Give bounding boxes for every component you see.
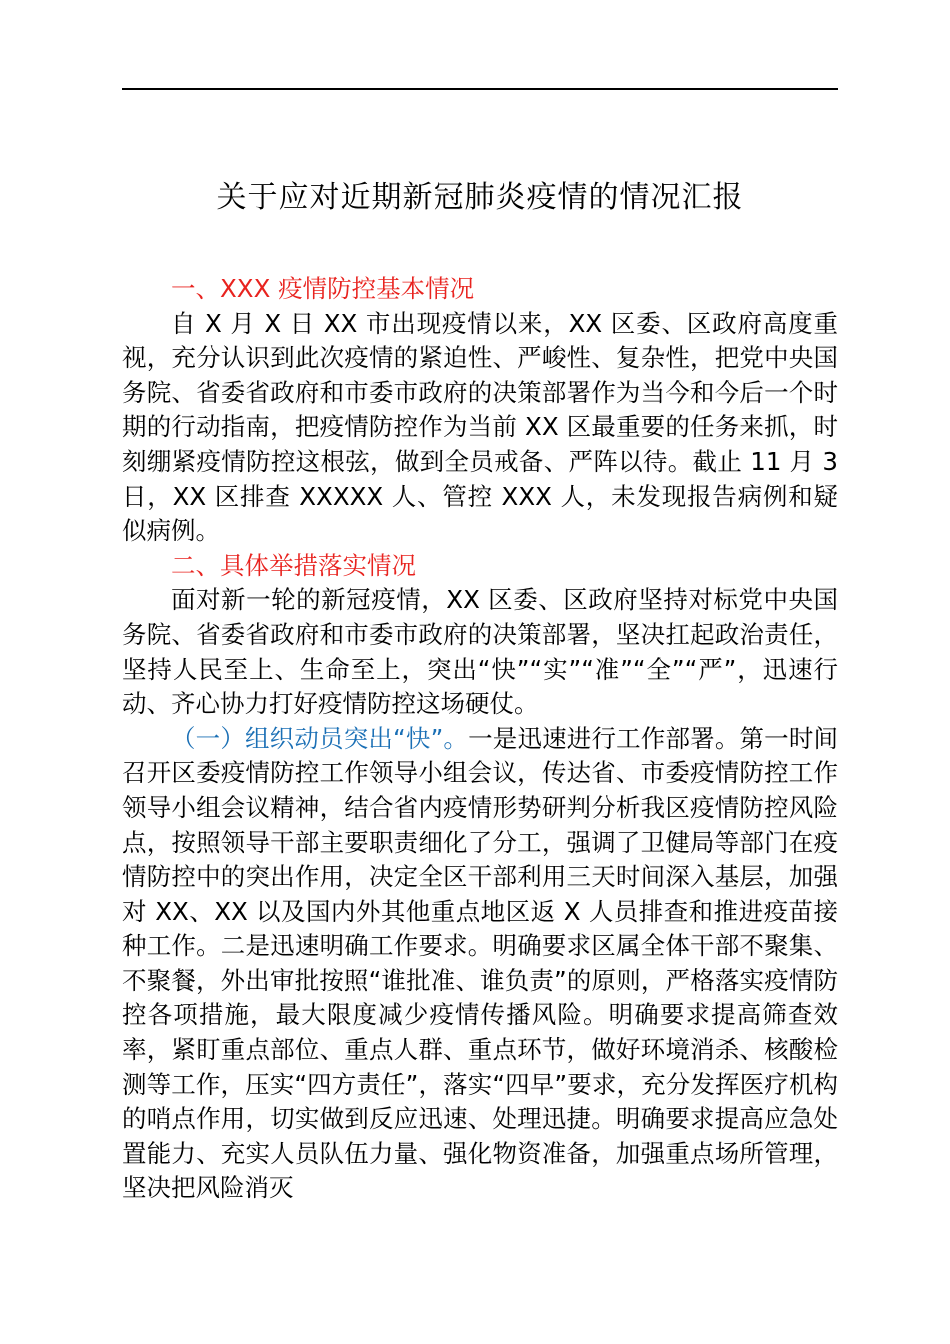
section-paragraph-2: 面对新一轮的新冠疫情，XX 区委、区政府坚持对标党中央国务院、省委省政府和市委市政府的决策部署，坚决扛起政治责任，坚持人民至上、生命至上，突出“快”“实”“准”“全”“严”，迅速行动、齐心协力打好疫情防控这场硬仗。 xyxy=(122,585,838,719)
subsection-paragraph xyxy=(122,722,838,1206)
section-paragraph-1: 自 X 月 X 日 XX 市出现疫情以来，XX 区委、区政府高度重视，充分认识到此次疫情的紧迫性、严峻性、复杂性，把党中央国务院、省委省政府和市委市政府的决策部署作为当今和今后一个时期的行动指南，把疫情防控作为当前 XX 区最重要的任务来抓，时刻绷紧疫情防控这根弦，做到全员戒备、严阵以待。截止 11 月 3 日，XX 区排查 XXXXX 人、管控 XXX 人，未发现报告病例和疑似病例。 xyxy=(122,308,838,546)
document-title: 关于应对近期新冠肺炎疫情的情况汇报 xyxy=(216,180,744,215)
section-heading-2: 二、具体举措落实情况 xyxy=(171,550,416,580)
section-heading-1: 一、XXX 疫情防控基本情况 xyxy=(171,274,475,303)
subsection-heading: （一）组织动员突出“快”。 xyxy=(171,723,469,753)
subsection-text: 一是迅速进行工作部署。第一时间召开区委疫情防控工作领导小组会议，传达省、市委疫情防控工作领导小组会议精神，结合省内疫情形势研判分析我区疫情防控风险点，按照领导干部主要职责细化了分工，强调了卫健局等部门在疫情防控中的突出作用，决定全区干部利用三天时间深入基层，加强对 XX、XX 以及国内外其他重点地区返 X 人员排查和推进疫苗接种工作。二是迅速明确工作要求。明确要求区属全体干部不聚集、不聚餐，外出审批按照“谁批准、谁负责”的原则，严格落实疫情防控各项措施，最大限度减少疫情传播风险。明确要求提高筛查效率，紧盯重点部位、重点人群、重点环节，做好环境消杀、核酸检测等工作，压实“四方责任”，落实“四早”要求，充分发挥医疗机构的哨点作用，切实做到反应迅速、处理迅捷。明确要求提高应急处置能力、充实人员队伍力量、强化物资准备，加强重点场所管理，坚决把风险消灭 xyxy=(122,723,838,1203)
header-rule xyxy=(122,88,838,90)
document-body xyxy=(122,272,838,1206)
